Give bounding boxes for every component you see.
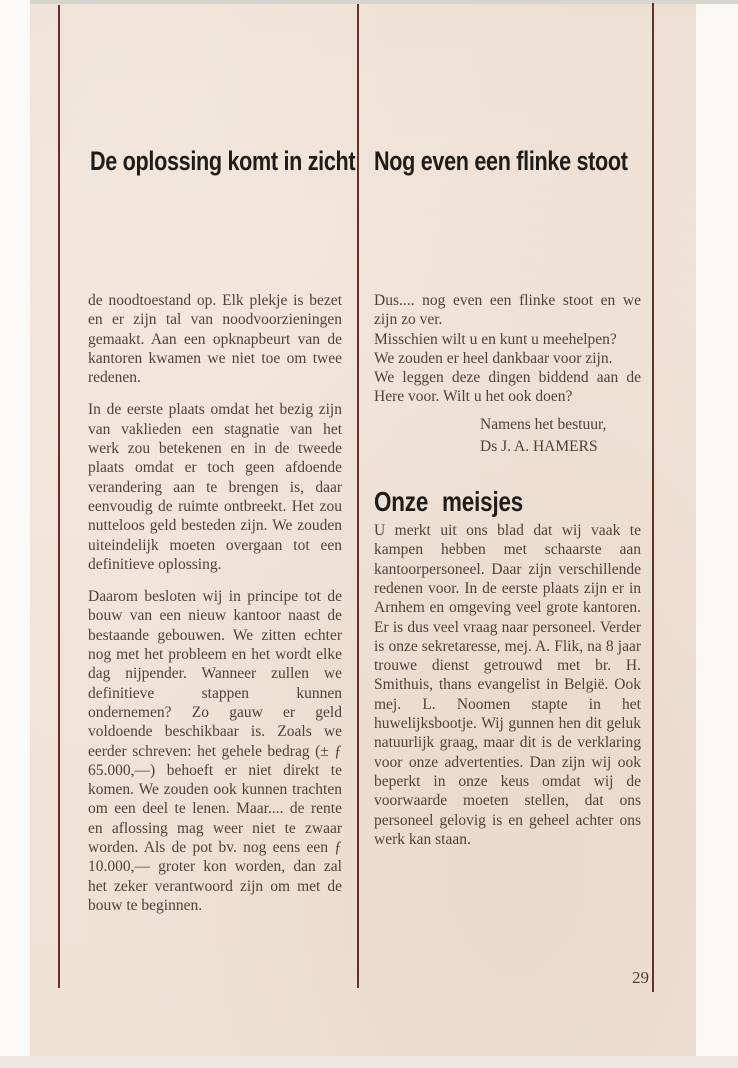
column-rule-right xyxy=(652,3,654,992)
scan-edge-bottom xyxy=(0,1056,738,1068)
scan-edge-top xyxy=(30,0,738,4)
column-rule-left xyxy=(58,5,60,988)
paragraph: U merkt uit ons blad dat wij vaak te kampen hebben met schaarste aan kantoorpersoneel. Daar zijn verschillende redenen voor. In de eerste plaats zijn er in Arnhem en omgeving veel grote kantoren. Er is dus veel vraag naar personeel. Verder is onze sekretaresse, mej. A. Flik, na 8 jaar trouwe dienst getrouwd met br. H. Smithuis, thans evangelist in België. Ook mej. L. Noomen stapte in het huwelijksbootje. Wij gunnen hen dit geluk natuurlijk graag, maar dit is de verklaring voor onze advertenties. Dan zijn wij ook beperkt in onze keus omdat wij de voorwaarde moeten stellen, dat ons personeel gelovig is en geheel achter ons werk kan staan. xyxy=(374,522,641,848)
paragraph: Daarom besloten wij in principe tot de bouw van een nieuw kantoor naast de bestaande gebouwen. We zitten echter nog met het probleem en het wordt elke dag nijpender. Wanneer zullen we definitieve stappen kunnen ondernemen? Zo gauw er geld voldoende beschikbaar is. Zoals we eerder schreven: het gehele bedrag (± ƒ 65.000,—) behoeft er niet direkt te komen. We zouden ook kunnen trachten om een deel te lenen. Maar.... de rente en aflossing mag weer niet te zwaar worden. Als de pot bv. nog eens een ƒ 10.000,— groter kon worden, dan zal het zeker verantwoord zijn om met de bouw te beginnen. xyxy=(88,588,342,914)
article-title-oplossing: De oplossing komt in zicht xyxy=(90,146,356,176)
paragraph: de noodtoestand op. Elk plekje is bezet en er zijn tal van noodvoorzieningen gemaakt. Aan een opknapbeurt van de kantoren kwamen we niet toe om twee redenen. xyxy=(88,292,342,387)
article-title-flinke-stoot: Nog even een flinke stoot xyxy=(374,146,628,176)
signoff-line: Ds J. A. HAMERS xyxy=(480,437,598,455)
article-signoff xyxy=(374,414,641,458)
paragraph: Misschien wilt u en kunt u meehelpen? xyxy=(374,330,617,348)
signoff-line: Namens het bestuur, xyxy=(480,415,607,433)
scan-margin-right xyxy=(696,0,738,1058)
right-column-body xyxy=(374,291,641,849)
left-column-body xyxy=(88,291,342,915)
article-title-onze-meisjes: Onze meisjes xyxy=(374,485,524,517)
column-rule-middle xyxy=(357,4,359,988)
paragraph: In de eerste plaats omdat het bezig zijn van vaklieden een stagnatie van het werk zou betekenen en in de tweede plaats omdat er toch geen afdoende verandering aan te brengen is, daar eenvoudig de ruimte ontbreekt. Het zou nutteloos geld besteden zijn. We zouden uiteindelijk moeten overgaan tot een definitieve oplossing. xyxy=(88,401,342,573)
scan-margin-left xyxy=(0,0,30,1058)
paragraph: Dus.... nog even een flinke stoot en we zijn zo ver. xyxy=(374,292,641,329)
paragraph: We leggen deze dingen biddend aan de Here voor. Wilt u het ook doen? xyxy=(374,369,641,406)
paragraph: We zouden er heel dankbaar voor zijn. xyxy=(374,349,613,367)
page-number: 29 xyxy=(632,968,649,987)
